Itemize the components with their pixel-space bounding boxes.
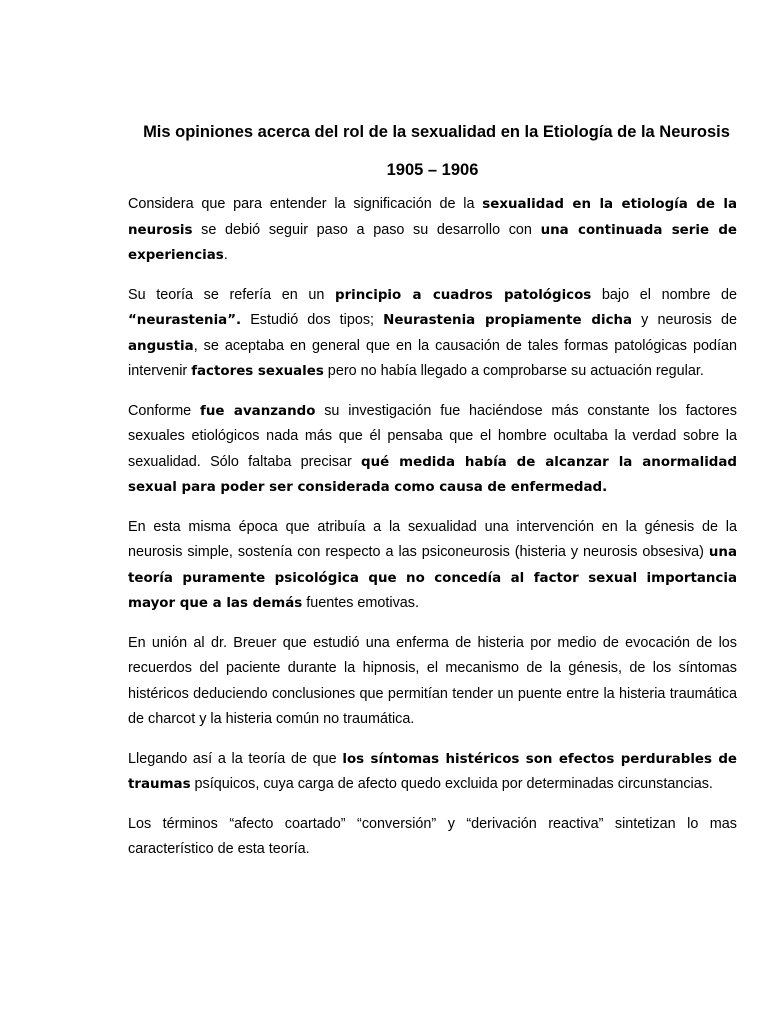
- bold-text-run: sexualidad en la etiología de la neurosis: [128, 197, 737, 238]
- text-run: bajo el nombre de: [591, 286, 738, 303]
- bold-text-run: los síntomas histéricos son efectos perdurables de traumas: [128, 751, 737, 792]
- text-run: su investigación fue haciéndose más constante los factores sexuales etiológicos nada más que él pensaba que el hombre ocultaba la verdad sobre la sexualidad. Sólo faltaba precisar: [128, 402, 737, 470]
- bold-text-run: factores sexuales: [191, 364, 324, 379]
- bold-text-run: “neurastenia”.: [128, 313, 242, 328]
- bold-text-run: una teoría puramente psicológica que no concedía al factor sexual importancia mayor que a las demás: [128, 545, 737, 611]
- text-run: Conforme: [128, 402, 200, 419]
- bold-text-run: angustia: [128, 338, 194, 354]
- paragraph: [128, 515, 737, 617]
- text-run: En unión al dr. Breuer que estudió una enferma de histeria por medio de evocación de los recuerdos del paciente durante la hipnosis, el mecanismo de la génesis, de los síntomas histéricos deduciendo conclusiones que permitían tender un puente entre la histeria traumática de charcot y la histeria común no traumática.: [128, 634, 737, 727]
- bold-text-run: una continuada serie de experiencias: [128, 222, 738, 263]
- text-run: psíquicos, cuya carga de afecto quedo excluida por determinadas circunstancias.: [190, 776, 713, 792]
- bold-text-run: Neurastenia propiamente dicha: [383, 313, 633, 328]
- bold-text-run: fue avanzando: [200, 403, 316, 419]
- text-run: Su teoría se refería en un: [128, 286, 335, 303]
- text-run: fuentes emotivas.: [302, 595, 420, 611]
- text-run: Llegando así a la teoría de que: [128, 750, 343, 767]
- paragraph: [128, 631, 737, 733]
- text-run: Los términos “afecto coartado” “conversión” y “derivación reactiva” sintetizan lo mas característico de esta teoría.: [128, 815, 737, 857]
- text-run: Considera que para entender la significación de la: [128, 196, 483, 212]
- text-run: .: [223, 247, 228, 263]
- text-run: Estudió dos tipos;: [241, 312, 384, 328]
- text-run: pero no había llegado a comprobarse su actuación regular.: [323, 363, 704, 379]
- paragraph: [128, 192, 737, 269]
- bold-text-run: principio a cuadros patológicos: [334, 287, 592, 303]
- document-page: [128, 117, 737, 863]
- text-run: En esta misma época que atribuía a la sexualidad una intervención en la génesis de la neurosis simple, sostenía con respecto a las psiconeurosis (histeria y neurosis obsesiva): [128, 518, 737, 560]
- text-run: , se aceptaba en general que en la causación de tales formas patológicas podían intervenir: [128, 337, 737, 379]
- text-run: y neurosis de: [632, 312, 737, 328]
- bold-text-run: qué medida había de alcanzar la anormalidad sexual para poder ser considerada como causa de enfermedad.: [128, 454, 738, 495]
- document-body: [128, 192, 737, 863]
- text-run: se debió seguir paso a paso su desarrollo con: [192, 221, 541, 238]
- document-title: Mis opiniones acerca del rol de la sexualidad en la Etiología de la Neurosis: [143, 123, 730, 141]
- paragraph: [128, 399, 737, 501]
- paragraph: [128, 812, 737, 863]
- paragraph: [128, 283, 737, 385]
- paragraph: [128, 747, 737, 798]
- document-years: 1905 – 1906: [386, 161, 479, 179]
